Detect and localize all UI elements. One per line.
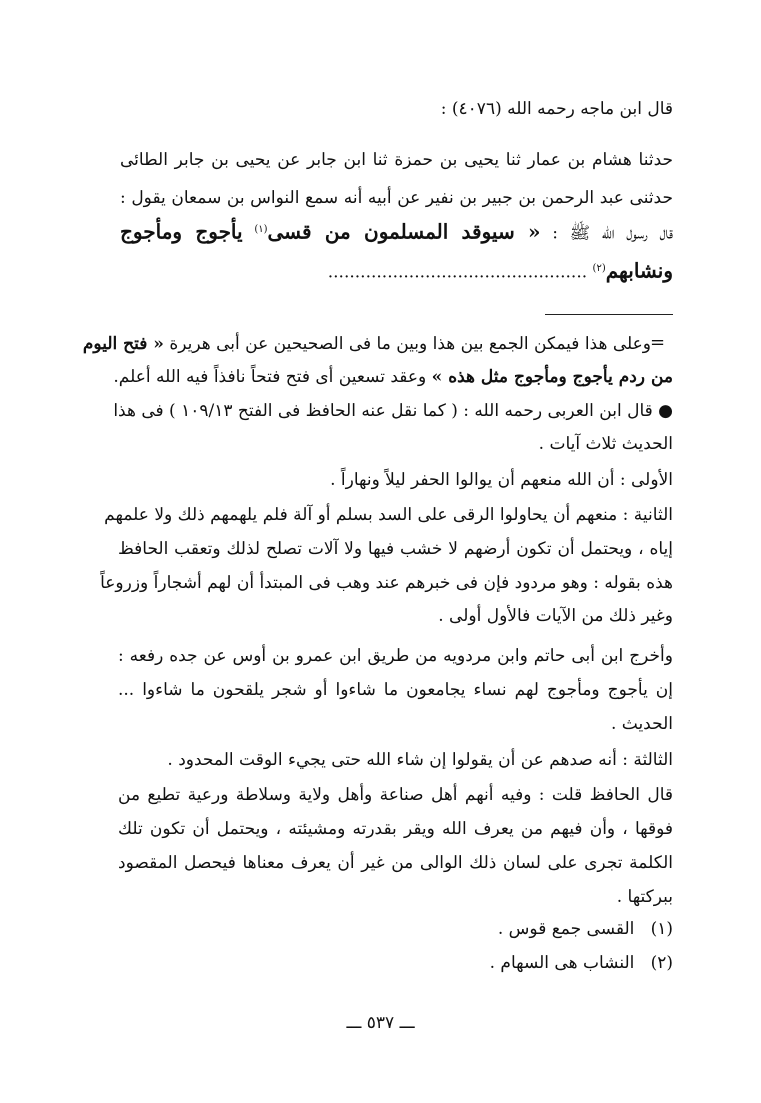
footnote-text: النشاب هى السهام .: [489, 953, 635, 973]
footnote-2: [118, 951, 673, 975]
commentary-line-1: وعلى هذا فيمكن الجمع بين هذا وبين ما فى الصحيحين عن أبى هريرة « فتح اليوم: [82, 334, 651, 354]
footnote-1: [118, 917, 673, 941]
commentary-line-14: قال الحافظ قلت : وفيه أنهم أهل صناعة وأهل ولاية وسلاطة ورعية تطيع من: [118, 785, 673, 805]
hadith-isnad-line-1: حدثنا هشام بن عمار ثنا يحيى بن حمزة ثنا ابن جابر عن يحيى بن جابر الطائى: [120, 150, 673, 170]
footnote-number: (١): [650, 919, 673, 939]
commentary-line-15: فوقها ، وأن فيهم من يعرف الله ويقر بقدرته ومشيئته ، ويحتمل أن تكون تلك: [118, 819, 673, 839]
commentary-line-8: هذه بقوله : وهو مردود فإن فى خبرهم عند وهب فى المبتدأ أن لهم أشجاراً وزروعاً: [100, 573, 673, 593]
commentary-line-9: وغير ذلك من الآيات فالأول أولى .: [438, 606, 673, 626]
commentary-line-5: الأولى : أن الله منعهم أن يوالوا الحفر ليلاً ونهاراً .: [330, 470, 673, 490]
commentary-line-16: الكلمة تجرى على لسان ذلك الوالى من غير أن يعرف معناها فيحصل المقصود: [118, 853, 673, 873]
commentary-line-4: الحديث ثلاث آيات .: [538, 434, 673, 454]
commentary-line-10: وأخرج ابن أبى حاتم وابن مردويه من طريق ابن عمرو بن أوس عن جده رفعه :: [118, 646, 673, 666]
footnote-text: القسى جمع قوس .: [497, 919, 635, 939]
footnote-number: (٢): [650, 953, 673, 973]
hadith-source-heading: قال ابن ماجه رحمه الله (٤٠٧٦) :: [440, 99, 673, 119]
commentary-line-13: الثالثة : أنه صدهم عن أن يقولوا إن شاء الله حتى يجيء الوقت المحدود .: [167, 750, 673, 770]
commentary-line-6: الثانية : منعهم أن يحاولوا الرقى على السد بسلم أو آلة فلم يلهمهم ذلك ولا علمهم: [104, 505, 673, 525]
commentary-line-12: الحديث .: [610, 714, 673, 734]
commentary-line-11: إن يأجوج ومأجوج لهم نساء يجامعون ما شاءوا أو شجر يلقحون ما شاءوا ...: [118, 680, 673, 700]
hadith-isnad-line-2: حدثنى عبد الرحمن بن جبير بن نفير عن أبيه أنه سمع النواس بن سمعان يقول :: [120, 188, 673, 208]
commentary-line-3: ● قال ابن العربى رحمه الله : ( كما نقل عنه الحافظ فى الفتح ١٠٩/١٣ ) فى هذا: [113, 401, 673, 421]
commentary-line-17: ببركتها .: [616, 887, 673, 907]
continuation-marker: =: [650, 332, 666, 353]
hadith-matn-line-2: ونشابهم$^{(٢)}$ ................................................: [327, 258, 673, 283]
footnote-separator: [545, 314, 673, 315]
page-number: ـــ ٥٣٧ ـــ: [346, 1013, 415, 1033]
commentary-line-2: من ردم يأجوج ومأجوج مثل هذه » وعقد تسعين أى فتح فتحاً نافذاً فيه الله أعلم.: [113, 367, 673, 387]
hadith-matn-line-1: قال رسول الله ﷺ : « سيوقد المسلمون من قسى$^{(١)}$ يأجوج ومأجوج: [120, 219, 674, 244]
commentary-line-7: إياه ، ويحتمل أن تكون أرضهم لا خشب فيها ولا آلات تصلح لذلك وتعقب الحافظ: [118, 539, 673, 559]
